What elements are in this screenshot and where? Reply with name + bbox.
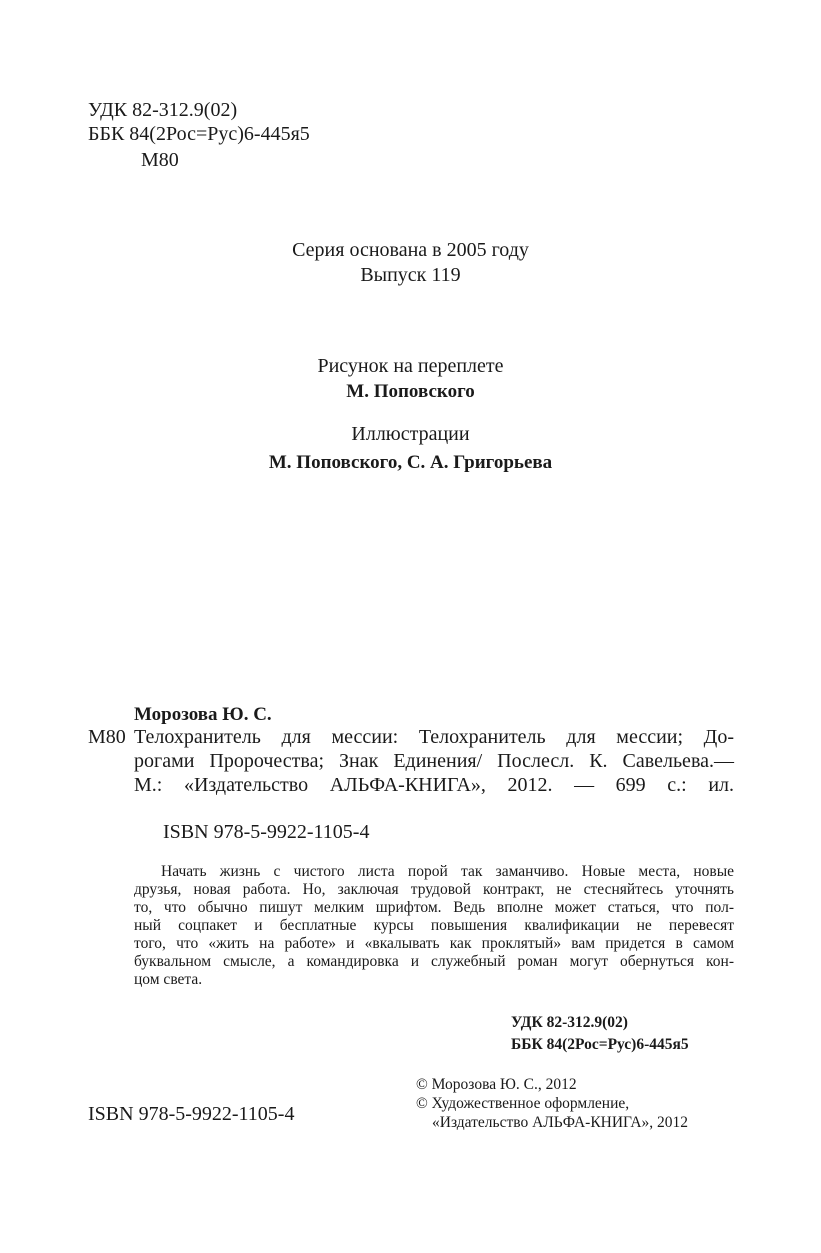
footer-bbk: ББК 84(2Рос=Рус)6-445я5: [511, 1036, 689, 1053]
cover-artist: М. Поповского: [346, 381, 475, 402]
annotation-line: того, что «жить на работе» и «вкалывать как проклятый» вам придется в самом: [134, 935, 734, 952]
illustrators: М. Поповского, С. А. Григорьева: [268, 452, 553, 473]
record-line: Телохранитель для мессии: Телохранитель для мессии; До-: [134, 726, 734, 748]
footer-udk: УДК 82-312.9(02): [511, 1014, 628, 1031]
annotation-line: друзья, новая работа. Но, заключая трудовой контракт, не стесняйтесь уточнять: [134, 881, 734, 898]
copyright-publisher: «Издательство АЛЬФА-КНИГА», 2012: [432, 1114, 689, 1131]
annotation-line: цом света.: [134, 971, 203, 988]
cover-art-label: Рисунок на переплете: [317, 355, 504, 377]
annotation-line: то, что обычно пишут мелким шрифтом. Ведь вполне может статься, что пол-: [134, 899, 734, 916]
record-line: М.: «Издательство АЛЬФА-КНИГА», 2012. — 699 с.: ил.: [134, 774, 734, 796]
series-founded: Серия основана в 2005 году: [292, 239, 529, 261]
annotation-line: буквальном смысле, а командировка и служебный роман могут обернуться кон-: [134, 953, 734, 970]
record-line: рогами Пророчества; Знак Единения/ Послесл. К. Савельева.—: [134, 750, 734, 772]
record-mark: М80: [88, 726, 126, 748]
bbk-code: ББК 84(2Рос=Рус)6-445я5: [88, 123, 310, 145]
record-isbn: ISBN 978-5-9922-1105-4: [163, 821, 370, 843]
udk-code: УДК 82-312.9(02): [88, 99, 238, 121]
copyright-author: © Морозова Ю. С., 2012: [416, 1076, 577, 1093]
annotation-line: Начать жизнь с чистого листа порой так заманчиво. Новые места, новые: [161, 863, 734, 880]
annotation-line: ный соцпакет и бесплатные курсы повышения квалификации не перевесят: [134, 917, 734, 934]
annotation: [134, 863, 734, 989]
author-mark: М80: [141, 149, 179, 171]
record-author: Морозова Ю. С.: [134, 704, 272, 725]
copyright-design: © Художественное оформление,: [416, 1095, 630, 1112]
series-issue: Выпуск 119: [360, 264, 461, 286]
record-description: [134, 725, 734, 797]
illustrations-label: Иллюстрации: [351, 423, 470, 445]
footer-isbn: ISBN 978-5-9922-1105-4: [88, 1103, 295, 1125]
